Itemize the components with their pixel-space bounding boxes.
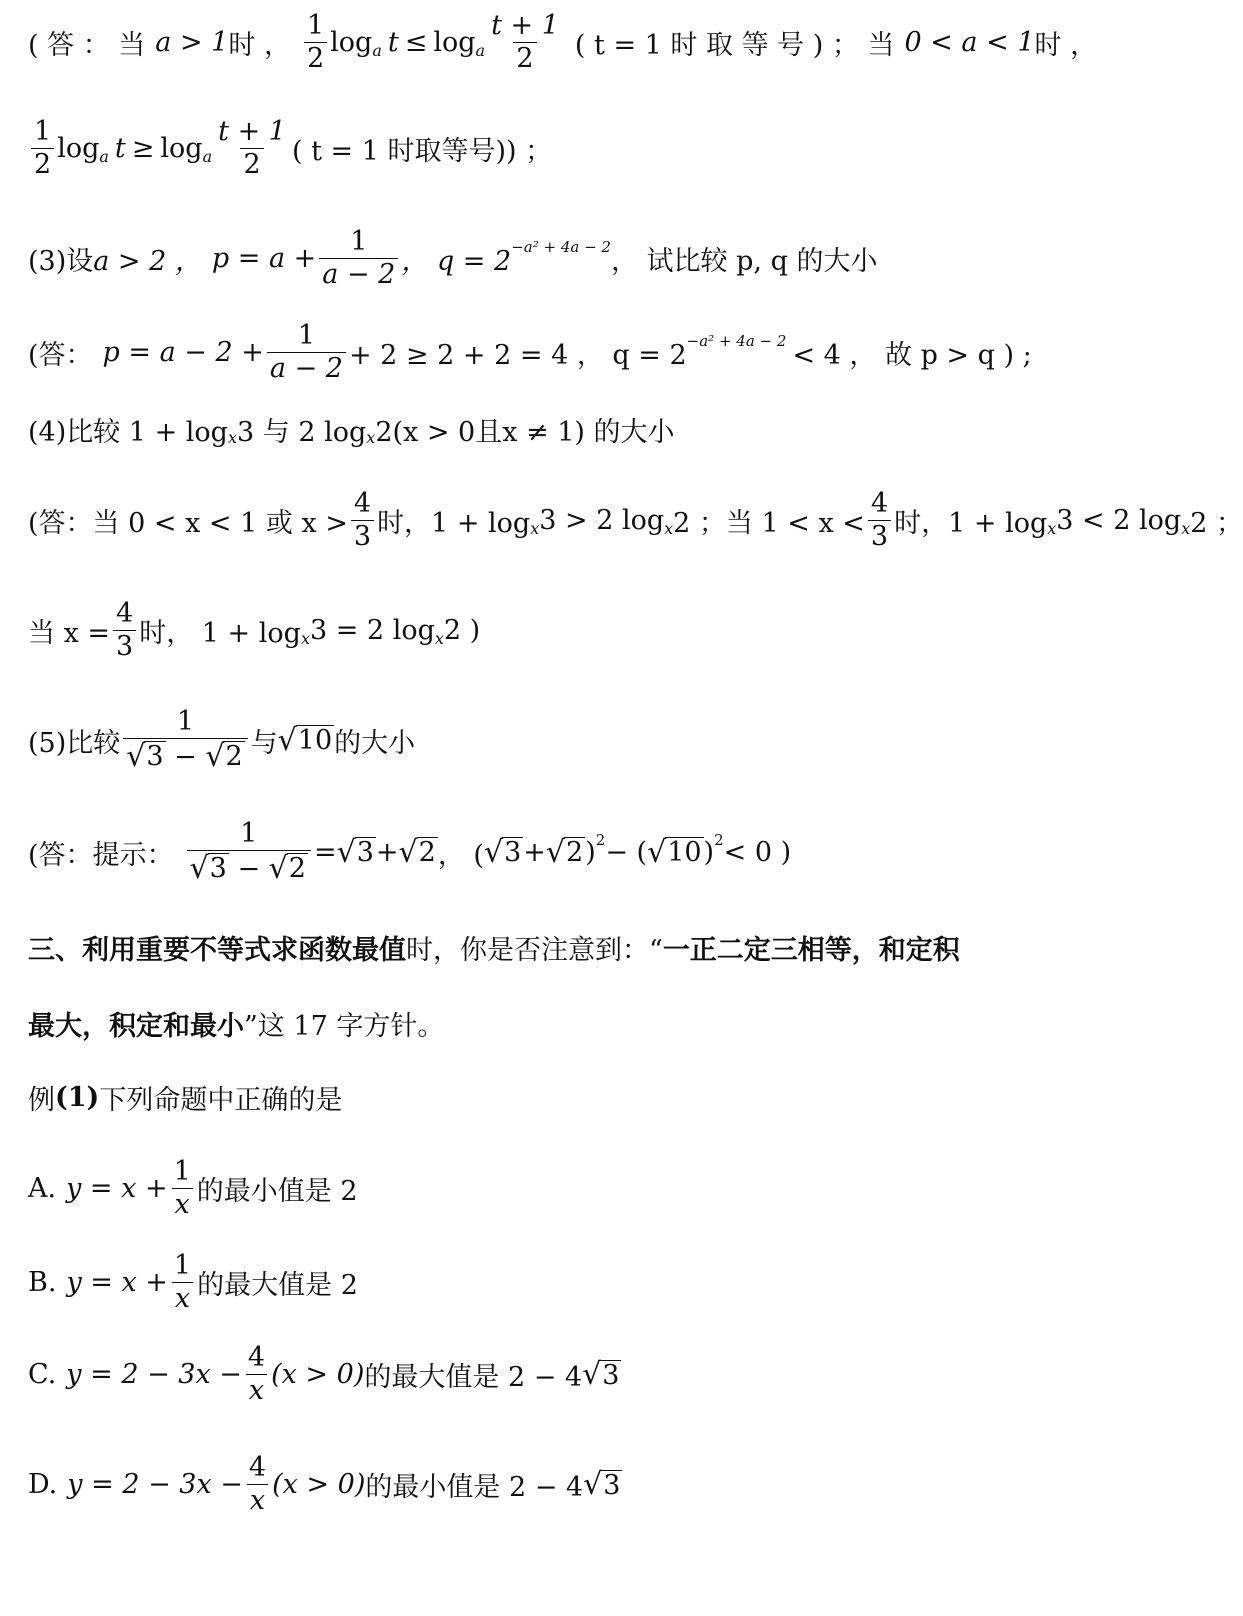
text: (答：	[28, 340, 93, 372]
denominator: 2	[513, 42, 536, 73]
numerator: t + 1	[218, 116, 286, 147]
text: 下列命题中正确的是	[99, 1085, 343, 1116]
radicand: 2	[288, 853, 306, 885]
text: < 4 ， 故 p > q ) ;	[792, 340, 1032, 372]
numerator: 4	[353, 488, 372, 519]
radicand: 3	[504, 836, 522, 868]
question-4	[28, 410, 675, 449]
radicand: 2	[418, 836, 436, 868]
text: log	[160, 133, 203, 165]
fraction	[267, 322, 346, 384]
superscript: 2	[595, 831, 606, 850]
text: y = x +	[66, 1173, 168, 1205]
subscript: x	[227, 428, 237, 447]
text: )	[585, 836, 596, 868]
text: y = x +	[66, 1267, 168, 1299]
text: ( 答 ： 当	[28, 30, 146, 62]
text: 一正二定三相等，和定积	[662, 935, 960, 966]
radical-sign: √	[268, 851, 288, 887]
numerator: 1	[350, 226, 368, 257]
text: 2 ；当 1 < x <	[673, 508, 865, 540]
radicand: 3	[146, 741, 164, 773]
numerator: 4	[247, 1342, 266, 1373]
numerator: 4	[248, 1452, 267, 1483]
sqrt	[268, 851, 308, 887]
text: 时，你是否注意到：“	[406, 935, 663, 966]
fraction	[246, 1454, 269, 1516]
text: (x > 0)	[272, 1469, 366, 1501]
text: 的最小值是 2	[196, 1176, 358, 1208]
text: + 2 ≥ 2 + 2 = 4 ， q = 2	[348, 340, 687, 372]
subscript: x	[1181, 519, 1191, 539]
superscript: −a² + 4a − 2	[686, 331, 787, 350]
denominator: 3	[113, 630, 136, 661]
text: 时， 1 + log	[139, 618, 301, 650]
text: ”这 17 字方针。	[244, 1011, 445, 1042]
text: ( t = 1 时取等号)) ；	[291, 136, 553, 168]
text: 的最大值是 2	[197, 1270, 358, 1302]
text: 三、利用重要不等式求函数最值	[28, 935, 406, 966]
text: − (	[605, 836, 648, 868]
denominator: 3	[351, 520, 374, 551]
subscript: x	[530, 519, 540, 539]
radical-sign: √	[398, 834, 418, 870]
text: ， 试比较 p, q 的大小	[610, 246, 878, 278]
section-heading-3-cont	[28, 1004, 444, 1043]
text: 例	[28, 1085, 55, 1116]
numerator: 1	[173, 1156, 191, 1187]
text: log	[330, 27, 373, 59]
denominator: x	[246, 1374, 267, 1405]
radicand: 3	[603, 1469, 621, 1501]
text: 0 < a < 1	[904, 27, 1035, 59]
numerator: 1	[176, 706, 195, 737]
option-label: B.	[28, 1267, 57, 1299]
text: < 0 )	[723, 836, 792, 868]
text: ≤	[404, 27, 428, 59]
subscript: a	[475, 41, 486, 61]
subscript: a	[372, 41, 382, 61]
subscript: a	[99, 147, 109, 167]
radical-sign: √	[277, 722, 297, 758]
denominator: x	[172, 1188, 193, 1219]
text: 3 > 2 log	[539, 505, 665, 537]
radical-sign: √	[126, 739, 146, 775]
text: )	[703, 836, 715, 868]
sqrt	[189, 851, 229, 887]
text: ≥	[131, 133, 155, 165]
numerator: 4	[116, 598, 134, 629]
text: (答：当 0 < x < 1 或 x >	[28, 508, 348, 540]
numerator: 1	[306, 10, 325, 41]
option-d	[28, 1454, 622, 1516]
numerator: t + 1	[491, 10, 559, 41]
fraction	[304, 12, 327, 74]
numerator: 1	[240, 818, 258, 849]
text: 时 ，	[228, 30, 291, 62]
subscript: x	[664, 519, 674, 539]
subscript: x	[1047, 519, 1057, 539]
subscript: x	[434, 629, 444, 649]
question-3	[28, 228, 877, 290]
text: −	[228, 854, 269, 886]
denominator: 2	[240, 148, 263, 179]
text: t	[387, 27, 399, 59]
fraction	[868, 490, 891, 552]
radical-sign: √	[545, 834, 566, 870]
text: −	[165, 742, 206, 774]
option-b	[28, 1252, 358, 1314]
denominator: a − 2	[267, 352, 346, 383]
radicand: 3	[356, 836, 374, 868]
fraction	[245, 1344, 268, 1406]
radicand: 10	[667, 836, 702, 868]
sqrt	[398, 834, 438, 870]
sqrt	[582, 1357, 621, 1393]
question-5	[28, 706, 416, 775]
sqrt	[483, 834, 523, 870]
text: t	[114, 133, 126, 165]
option-a	[28, 1158, 358, 1220]
text: ， (	[437, 839, 484, 871]
sqrt	[205, 739, 244, 775]
radicand: 3	[209, 853, 227, 885]
text: 2(x > 0且x ≠ 1) 的大小	[375, 417, 675, 448]
text: log	[433, 27, 476, 59]
text: a > 1	[155, 27, 229, 59]
subscript: x	[300, 629, 310, 649]
sqrt	[583, 1467, 622, 1503]
text: 的最大值是 2 − 4	[364, 1362, 583, 1394]
text: 当 x =	[28, 618, 111, 650]
fraction	[123, 706, 247, 775]
text: 与	[250, 727, 278, 759]
radical-sign: √	[205, 739, 225, 775]
text: 的大小	[334, 727, 416, 759]
sqrt	[336, 834, 376, 870]
numerator: 4	[870, 488, 889, 519]
subscript: x	[366, 428, 376, 447]
answer-4-line-2	[28, 600, 480, 662]
numerator: 1	[173, 1250, 192, 1281]
numerator: 1	[34, 116, 52, 147]
text: 3 < 2 log	[1056, 505, 1182, 537]
text: 2 ；	[1190, 508, 1243, 540]
text: +	[523, 836, 546, 868]
answer-line-1	[28, 12, 1097, 74]
sqrt	[545, 834, 585, 870]
text: 最大，积定和最小	[28, 1011, 244, 1042]
superscript: −a² + 4a − 2	[511, 237, 611, 256]
fraction	[215, 118, 289, 180]
fraction	[488, 12, 562, 74]
radical-sign: √	[583, 1467, 603, 1503]
answer-5	[28, 818, 792, 887]
answer-line-2	[28, 118, 552, 180]
sqrt	[277, 722, 334, 758]
text: (4)比较 1 + log	[28, 417, 228, 448]
radicand: 2	[225, 741, 243, 773]
fraction	[31, 118, 54, 180]
denominator: 2	[304, 42, 327, 73]
text: ( t = 1 时 取 等 号 ) ； 当	[574, 30, 895, 62]
text: a > 2 ，	[93, 246, 202, 278]
text: 时，1 + log	[377, 508, 531, 540]
denominator: x	[247, 1484, 268, 1515]
numerator: 1	[297, 320, 316, 351]
radicand: 3	[602, 1359, 620, 1391]
text: (3)设	[28, 246, 94, 278]
text: 的最小值是 2 − 4	[365, 1472, 584, 1504]
text: y = 2 − 3x −	[67, 1469, 243, 1501]
text: (x > 0)	[271, 1359, 365, 1391]
text: ， q = 2	[401, 246, 512, 278]
denominator: x	[172, 1282, 193, 1313]
text: =	[313, 836, 337, 868]
radicand: 10	[297, 724, 333, 756]
text: (答：提示：	[28, 839, 174, 871]
answer-4-line-1	[28, 490, 1243, 552]
fraction	[351, 490, 374, 552]
fraction	[113, 600, 136, 662]
radical-sign: √	[582, 1357, 602, 1393]
text: (1)	[55, 1082, 100, 1113]
section-heading-3	[28, 928, 960, 967]
radicand: 2	[566, 836, 584, 868]
text: y = 2 − 3x −	[66, 1359, 242, 1391]
denominator: 3	[868, 520, 891, 551]
text: 时，1 + log	[894, 508, 1048, 540]
option-label: A.	[28, 1173, 57, 1205]
superscript: 2	[714, 831, 724, 850]
subscript: a	[202, 147, 213, 167]
text: log	[57, 133, 100, 165]
text: (5)比较	[28, 727, 121, 759]
option-label: C.	[28, 1359, 57, 1391]
text: 时 ，	[1034, 30, 1098, 62]
fraction	[319, 228, 398, 290]
denominator: a − 2	[319, 258, 398, 289]
denominator	[187, 850, 311, 887]
sqrt	[647, 834, 703, 870]
text: p = a +	[211, 243, 317, 275]
radical-sign: √	[336, 834, 356, 870]
fraction	[171, 1252, 194, 1314]
text: 2 )	[443, 615, 481, 647]
example-1	[28, 1078, 342, 1117]
fraction	[187, 818, 311, 887]
option-c	[28, 1344, 621, 1406]
text: p = a − 2 +	[102, 337, 264, 369]
answer-3	[28, 322, 1032, 384]
sqrt	[126, 739, 165, 775]
denominator: 2	[31, 148, 54, 179]
text: 3 与 2 log	[237, 417, 367, 448]
text: 3 = 2 log	[309, 615, 435, 647]
text: +	[375, 836, 399, 868]
fraction	[171, 1158, 194, 1220]
radical-sign: √	[647, 834, 667, 870]
denominator	[123, 738, 247, 775]
radical-sign: √	[483, 834, 504, 870]
radical-sign: √	[189, 851, 209, 887]
option-label: D.	[28, 1469, 58, 1501]
